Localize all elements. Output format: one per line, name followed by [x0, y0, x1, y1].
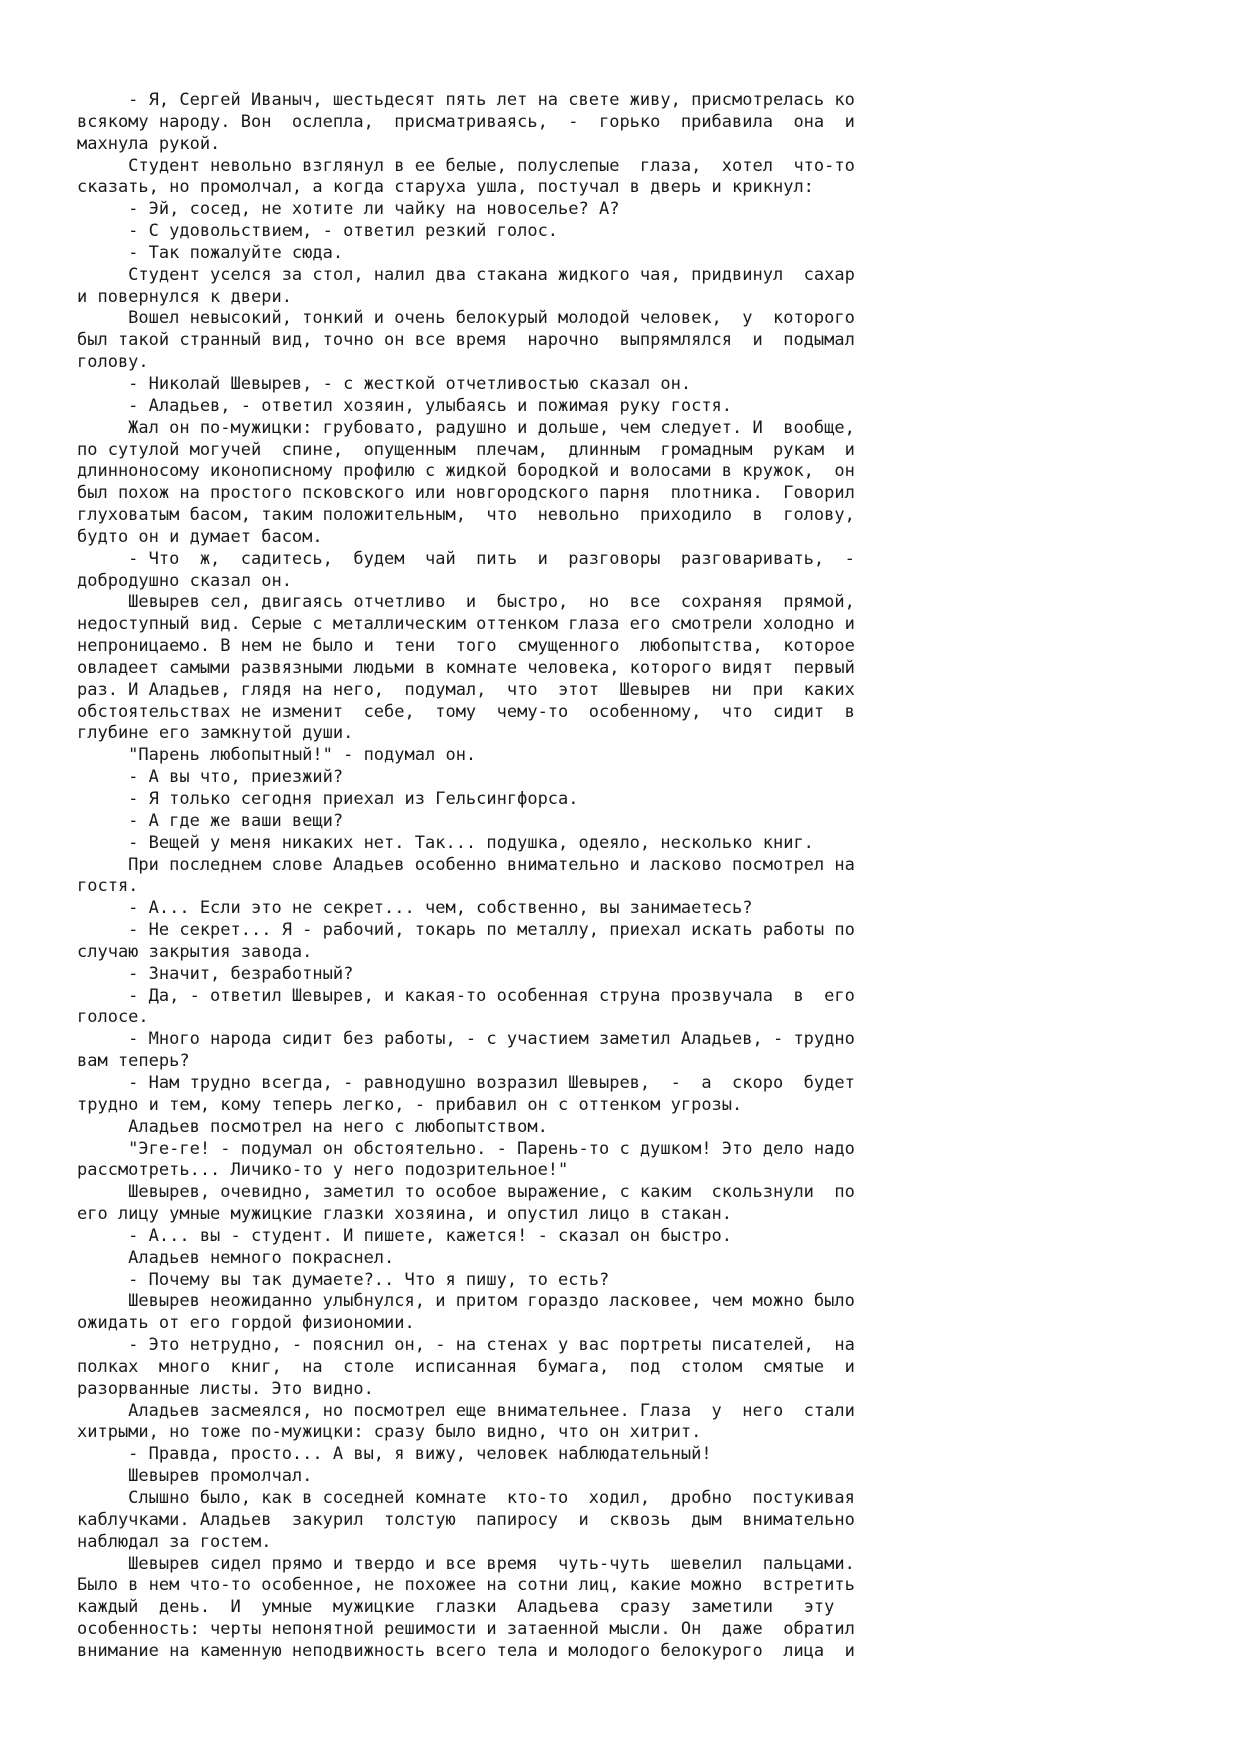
document-page — [77, 90, 1037, 1663]
body-text: - Я, Сергей Иваныч, шестьдесят пять лет на свете живу, присмотрелась ко всякому народу. Вон ослепла, присматриваясь, - горько прибавила она и махнула рукой. Студент невольно взглянул в ее белые, полуслепые глаза, хотел что-то сказать, но промолчал, а когда старуха ушла, постучал в дверь и крикнул: - Эй, сосед, не хотите ли чайку на новоселье? А? - С удовольствием, - ответил резкий голос. - Так пожалуйте сюда. Студент уселся за стол, налил два стакана жидкого чая, придвинул сахар и повернулся к двери. Вошел невысокий, тонкий и очень белокурый молодой человек, у которого был такой странный вид, точно он все время нарочно выпрямлялся и подымал голову. - Николай Шевырев, - с жесткой отчетливостью сказал он. - Аладьев, - ответил хозяин, улыбаясь и пожимая руку гостя. Жал он по-мужицки: грубовато, радушно и дольше, чем следует. И вообще, по сутулой могучей спине, опущенным плечам, длинным громадным рукам и длинноносому иконописному профилю с жидкой бородкой и волосами в кружок, он был похож на простого псковского или новгородского парня плотника. Говорил глуховатым басом, таким положительным, что невольно приходило в голову, будто он и думает басом. - Что ж, садитесь, будем чай пить и разговоры разговаривать, - добродушно сказал он. Шевырев сел, двигаясь отчетливо и быстро, но все сохраняя прямой, недоступный вид. Серые с металлическим оттенком глаза его смотрели холодно и непроницаемо. В нем не было и тени того смущенного любопытства, которое овладеет самыми развязными людьми в комнате человека, которого видят первый раз. И Аладьев, глядя на него, подумал, что этот Шевырев ни при каких обстоятельствах не изменит себе, тому чему-то особенному, что сидит в глубине его замкнутой души. "Парень любопытный!" - подумал он. - А вы что, приезжий? - Я только сегодня приехал из Гельсингфорса. - А где же ваши вещи? - Вещей у меня никаких нет. Так... подушка, одеяло, несколько книг. При последнем слове Аладьев особенно внимательно и ласково посмотрел на гостя. - А... Если это не секрет... чем, собственно, вы занимаетесь? - Не секрет... Я - рабочий, токарь по металлу, приехал искать работы по случаю закрытия завода. - Значит, безработный? - Да, - ответил Шевырев, и какая-то особенная струна прозвучала в его голосе. - Много народа сидит без работы, - с участием заметил Аладьев, - трудно вам теперь? - Нам трудно всегда, - равнодушно возразил Шевырев, - а скоро будет трудно и тем, кому теперь легко, - прибавил он с оттенком угрозы. Аладьев посмотрел на него с любопытством. "Эге-ге! - подумал он обстоятельно. - Парень-то с душком! Это дело надо рассмотреть... Личико-то у него подозрительное!" Шевырев, очевидно, заметил то особое выражение, с каким скользнули по его лицу умные мужицкие глазки хозяина, и опустил лицо в стакан. - А... вы - студент. И пишете, кажется! - сказал он быстро. Аладьев немного покраснел. - Почему вы так думаете?.. Что я пишу, то есть? Шевырев неожиданно улыбнулся, и притом гораздо ласковее, чем можно было ожидать от его гордой физиономии. - Это нетрудно, - пояснил он, - на стенах у вас портреты писателей, на полках много книг, на столе исписанная бумага, под столом смятые и разорванные листы. Это видно. Аладьев засмеялся, но посмотрел еще внимательнее. Глаза у него стали хитрыми, но тоже по-мужицки: сразу было видно, что он хитрит. - Правда, просто... А вы, я вижу, человек наблюдательный! Шевырев промолчал. Слышно было, как в соседней комнате кто-то ходил, дробно постукивая каблучками. Аладьев закурил толстую папиросу и сквозь дым внимательно наблюдал за гостем. Шевырев сидел прямо и твердо и все время чуть-чуть шевелил пальцами. Было в нем что-то особенное, не похожее на сотни лиц, какие можно встретить каждый день. И умные мужицкие глазки Аладьева сразу заметили эту особенность: черты непонятной решимости и затаенной мысли. Он даже обратил внимание на каменную неподвижность всего тела и молодого белокурого лица и — [77, 90, 855, 1661]
